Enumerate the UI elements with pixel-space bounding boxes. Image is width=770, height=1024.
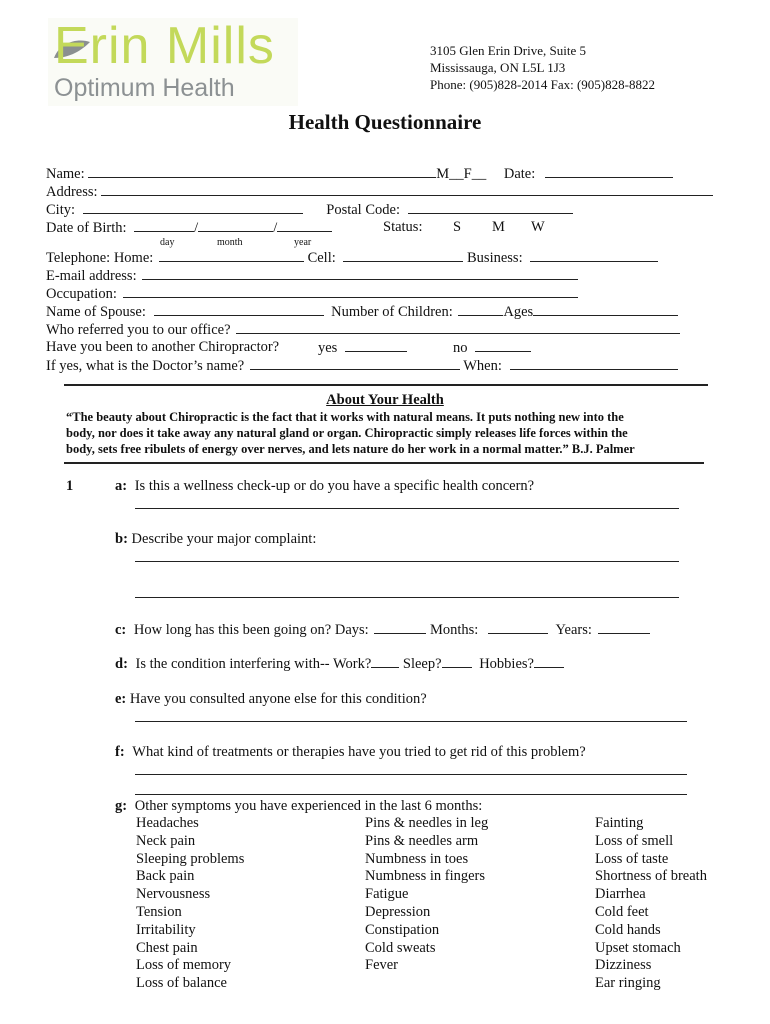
chiro-yes-field[interactable]	[345, 338, 407, 352]
symptoms-col1	[136, 815, 244, 993]
children-field[interactable]	[458, 302, 503, 316]
quote-line1: “The beauty about Chiropractic is the fact that it works with natural means. It puts nothing new into the	[66, 410, 624, 424]
chiro-no-field[interactable]	[475, 338, 531, 352]
occupation-field[interactable]	[123, 284, 578, 298]
symptom-item[interactable]: Neck pain	[136, 832, 196, 849]
status-s[interactable]: S	[453, 219, 462, 235]
months-field[interactable]	[488, 620, 548, 634]
symptom-item[interactable]: Cold hands	[595, 921, 661, 938]
answer-b-line1[interactable]	[135, 561, 679, 562]
ages-field[interactable]	[533, 302, 678, 316]
years-label: Years:	[555, 622, 592, 638]
symptom-item[interactable]: Sleeping problems	[136, 850, 245, 867]
dob-year-field[interactable]	[277, 218, 332, 232]
dob-month-hint: month	[217, 237, 243, 248]
answer-f-line1[interactable]	[135, 774, 687, 775]
symptom-item[interactable]: Cold feet	[595, 903, 649, 920]
logo-brand: Erin Mills	[54, 17, 275, 75]
name-label: Name:	[46, 166, 85, 182]
email-row	[46, 266, 578, 285]
hobbies-field[interactable]	[534, 654, 564, 668]
question-f-label: f:	[115, 744, 125, 760]
symptom-item[interactable]: Constipation	[365, 921, 440, 938]
address-field[interactable]	[101, 182, 713, 196]
dob-row: Date of Birth: / /	[46, 218, 332, 237]
symptom-item[interactable]: Loss of taste	[595, 850, 669, 867]
email-field[interactable]	[142, 266, 578, 280]
question-f-text: What kind of treatments or therapies have you tried to get rid of this problem?	[132, 744, 586, 760]
email-label: E-mail address:	[46, 268, 137, 284]
question-a	[115, 477, 534, 495]
date-label: Date:	[503, 166, 536, 182]
question-g-text: Other symptoms you have experienced in the last 6 months:	[134, 798, 483, 814]
address-line2: Mississauga, ON L5L 1J3	[430, 60, 566, 75]
doctor-field[interactable]	[250, 356, 460, 370]
status-w[interactable]: W	[531, 219, 545, 235]
date-field[interactable]	[545, 164, 673, 178]
cell-field[interactable]	[343, 248, 463, 262]
doctor-label: If yes, what is the Doctor’s name?	[46, 358, 245, 374]
symptom-item[interactable]: Loss of memory	[136, 957, 232, 974]
answer-b-line2[interactable]	[135, 597, 679, 598]
symptom-item[interactable]: Pins & needles arm	[365, 832, 479, 849]
cell-label: Cell:	[307, 250, 336, 266]
tel-home-label: Telephone: Home:	[46, 250, 154, 266]
question-b-label: b:	[115, 531, 128, 547]
referred-label: Who referred you to our office?	[46, 322, 231, 338]
sleep-field[interactable]	[442, 654, 472, 668]
answer-f-line2[interactable]	[135, 794, 687, 795]
question-g	[115, 797, 482, 815]
question-number: 1	[66, 478, 74, 494]
symptom-item[interactable]: Fever	[365, 957, 399, 974]
question-a-text: Is this a wellness check-up or do you have a specific health concern?	[134, 478, 535, 494]
symptom-item[interactable]: Depression	[365, 903, 431, 920]
symptom-item[interactable]: Headaches	[136, 815, 199, 831]
symptom-item[interactable]: Irritability	[136, 921, 196, 938]
sleep-label: Sleep?	[402, 656, 442, 672]
city-row	[46, 200, 573, 219]
ages-label: Ages	[503, 304, 534, 320]
chiro-no	[453, 338, 531, 357]
symptom-item[interactable]: Dizziness	[595, 957, 652, 974]
question-d-label: d:	[115, 656, 128, 672]
name-field[interactable]	[88, 164, 436, 178]
question-b	[115, 530, 316, 548]
dob-month-field[interactable]	[198, 218, 273, 232]
symptom-item[interactable]: Upset stomach	[595, 939, 681, 956]
status-label: Status:	[383, 219, 423, 235]
city-label: City:	[46, 202, 76, 218]
days-field[interactable]	[374, 620, 426, 634]
symptom-item[interactable]: Back pain	[136, 868, 195, 885]
answer-e-line1[interactable]	[135, 721, 687, 722]
logo-tagline: Optimum Health	[54, 74, 235, 102]
referred-field[interactable]	[236, 320, 680, 334]
city-field[interactable]	[83, 200, 303, 214]
about-heading: About Your Health	[326, 392, 444, 408]
question-d	[115, 654, 564, 673]
gender-field[interactable]: M__F__	[436, 166, 487, 182]
question-a-label: a:	[115, 478, 128, 494]
telephone-row	[46, 248, 658, 267]
question-c-text: How long has this been going on? Days:	[133, 622, 369, 638]
status-m[interactable]: M	[492, 219, 505, 235]
symptom-item[interactable]: Numbness in toes	[365, 850, 469, 867]
when-label: When:	[463, 358, 502, 374]
symptom-item[interactable]: Cold sweats	[365, 939, 436, 956]
dob-year-hint: year	[294, 237, 312, 248]
clinic-address	[430, 42, 655, 93]
question-f	[115, 743, 586, 761]
page-title: Health Questionnaire	[288, 110, 482, 134]
symptom-item[interactable]: Loss of balance	[136, 975, 227, 992]
symptoms-col3	[595, 815, 707, 993]
symptom-item[interactable]: Chest pain	[136, 939, 198, 956]
symptom-item[interactable]: Ear ringing	[595, 975, 661, 992]
question-c-label: c:	[115, 622, 127, 638]
question-e-label: e:	[115, 691, 127, 707]
chiro-yes-label: yes	[318, 340, 338, 356]
divider-top	[64, 384, 708, 386]
dob-label: Date of Birth:	[46, 220, 127, 236]
symptom-item[interactable]: Tension	[136, 903, 182, 920]
years-field[interactable]	[598, 620, 650, 634]
symptom-item[interactable]: Shortness of breath	[595, 868, 707, 885]
spouse-row	[46, 302, 678, 321]
quote-line3: body, sets free ribulets of energy over nerves, and lets nature do her work in a normal matter.” B.J. Palmer	[66, 442, 635, 456]
hobbies-label: Hobbies?	[479, 656, 534, 672]
question-g-label: g:	[115, 798, 128, 814]
children-label: Number of Children:	[331, 304, 453, 320]
chiro-label: Have you been to another Chiropractor?	[46, 339, 280, 355]
referred-row	[46, 320, 680, 339]
business-field[interactable]	[530, 248, 658, 262]
chiro-row	[46, 338, 279, 356]
question-c	[115, 620, 650, 639]
divider-bottom	[64, 462, 704, 464]
chiro-no-label: no	[453, 340, 468, 356]
postal-field[interactable]	[408, 200, 573, 214]
question-d-text: Is the condition interfering with-- Work?	[135, 656, 372, 672]
tel-home-field[interactable]	[159, 248, 304, 262]
question-e-text: Have you consulted anyone else for this condition?	[129, 691, 427, 707]
symptom-item[interactable]: Pins & needles in leg	[365, 815, 489, 831]
question-b-text: Describe your major complaint:	[131, 531, 317, 547]
symptom-item[interactable]: Fatigue	[365, 886, 409, 903]
chiro-yes	[318, 338, 407, 357]
postal-label: Postal Code:	[326, 202, 400, 218]
symptom-item[interactable]: Loss of smell	[595, 832, 674, 849]
business-label: Business:	[467, 250, 523, 266]
symptom-item[interactable]: Numbness in fingers	[365, 868, 486, 885]
logo	[48, 18, 298, 106]
months-label: Months:	[429, 622, 479, 638]
spouse-label: Name of Spouse:	[46, 304, 146, 320]
spouse-field[interactable]	[154, 302, 324, 316]
about-quote	[66, 409, 635, 457]
address-row	[46, 182, 713, 201]
address-line1: 3105 Glen Erin Drive, Suite 5	[430, 43, 586, 58]
dob-day-hint: day	[160, 237, 175, 248]
symptom-item[interactable]: Nervousness	[136, 886, 211, 903]
symptom-item[interactable]: Fainting	[595, 815, 644, 831]
work-field[interactable]	[371, 654, 399, 668]
address-phone: Phone: (905)828-2014 Fax: (905)828-8822	[430, 77, 655, 92]
answer-a-line1[interactable]	[135, 508, 679, 509]
quote-line2: body, nor does it take away any natural gland or organ. Chiropractic simply releases life forces within the	[66, 426, 628, 440]
dob-day-field[interactable]	[134, 218, 194, 232]
name-row	[46, 164, 673, 183]
address-label: Address:	[46, 184, 98, 200]
occupation-row	[46, 284, 578, 303]
symptom-item[interactable]: Diarrhea	[595, 886, 646, 903]
question-e	[115, 690, 427, 708]
occupation-label: Occupation:	[46, 286, 117, 302]
when-field[interactable]	[510, 356, 678, 370]
doctor-row	[46, 356, 678, 375]
symptoms-col2	[365, 815, 488, 975]
